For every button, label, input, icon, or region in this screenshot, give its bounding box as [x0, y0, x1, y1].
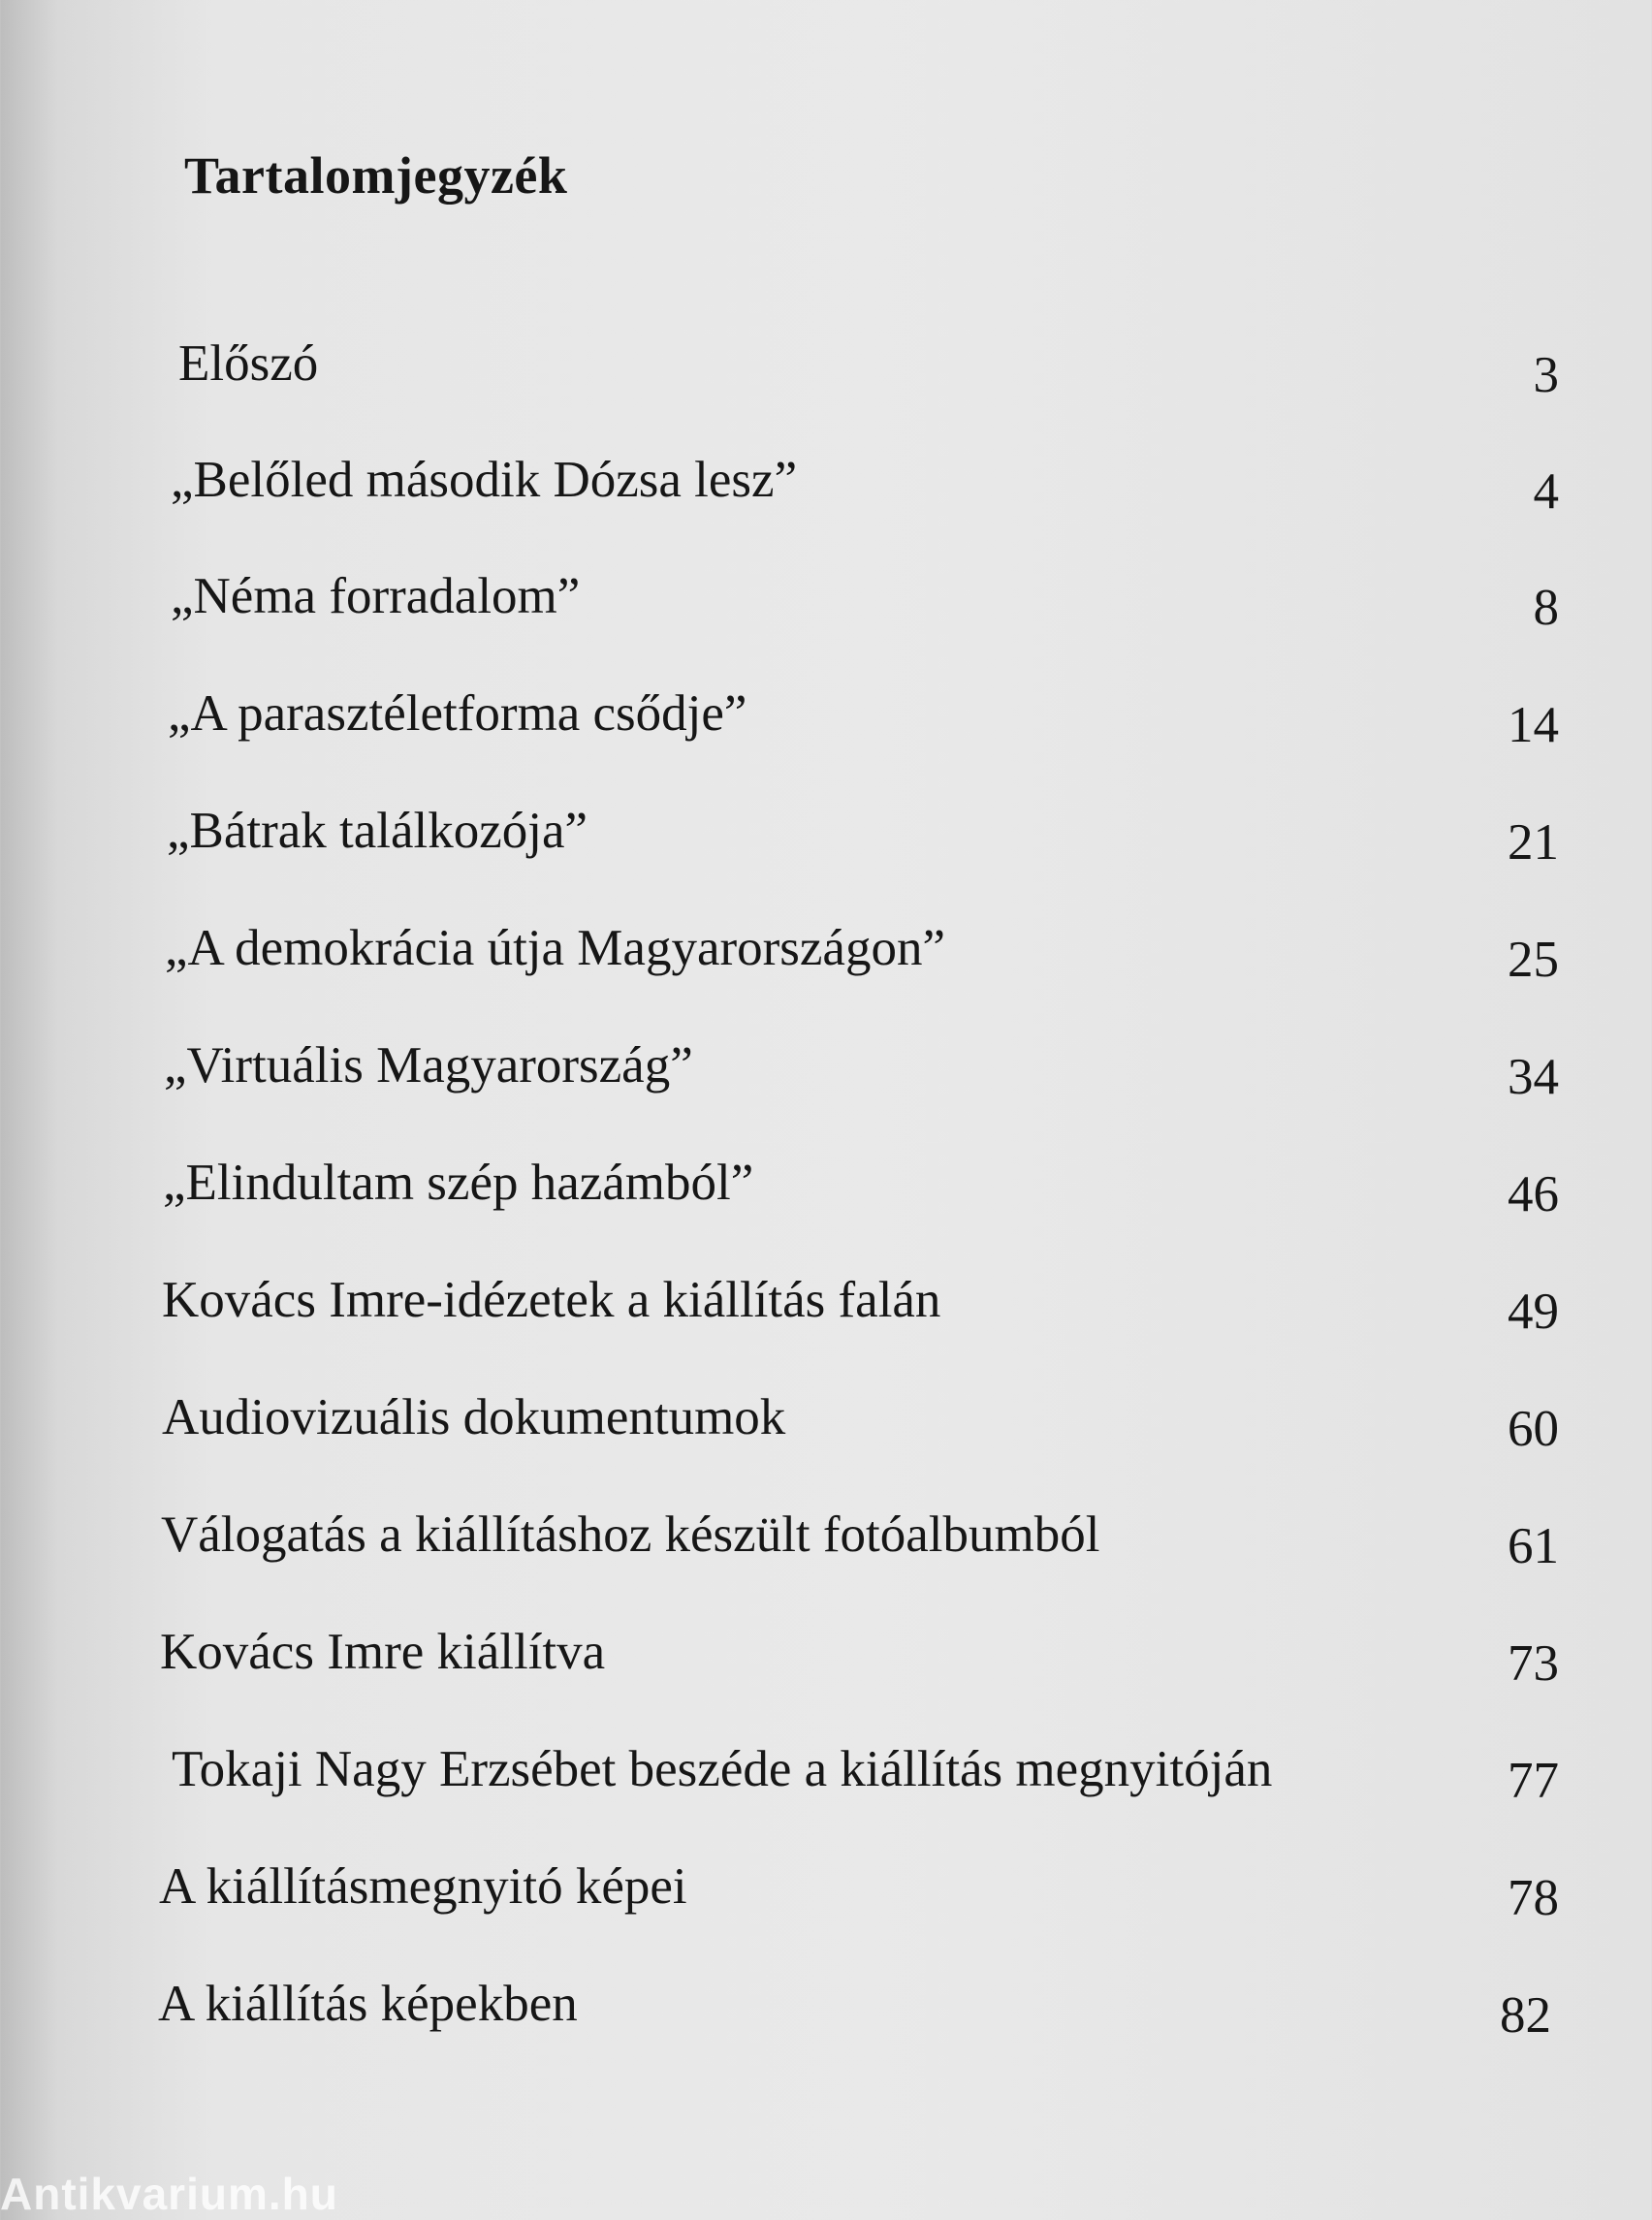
toc-entry-page: 60 [1508, 1401, 1559, 1457]
toc-entry [0, 1036, 1652, 1133]
toc-entry-page: 4 [1533, 463, 1559, 520]
toc-entry [0, 802, 1652, 899]
toc-entry-title: „Néma forradalom” [171, 568, 581, 624]
toc-entry [0, 567, 1652, 664]
toc-entry [0, 1623, 1652, 1720]
toc-entry-title: Tokaji Nagy Erzsébet beszéde a kiállítás megnyitóján [172, 1741, 1273, 1797]
toc-entry-page: 3 [1533, 347, 1559, 403]
toc-entry [0, 1271, 1652, 1368]
toc-entry-page: 14 [1508, 697, 1559, 753]
watermark: Antikvarium.hu [0, 2169, 338, 2219]
toc-entry [0, 1975, 1652, 2072]
toc-entry-title: „A parasztéletforma csődje” [168, 685, 747, 742]
toc-entry [0, 334, 1652, 431]
toc-entry-page: 25 [1508, 932, 1559, 988]
toc-entry-page: 8 [1533, 580, 1559, 636]
toc-entry [0, 684, 1652, 781]
toc-entry [0, 919, 1652, 1016]
toc-entry-title: A kiállításmegnyitó képei [159, 1858, 687, 1915]
toc-entry-page: 46 [1508, 1166, 1559, 1222]
toc-entry-title: Válogatás a kiállításhoz készült fotóalbumból [161, 1506, 1100, 1563]
toc-entry-title: „Belőled második Dózsa lesz” [171, 452, 798, 508]
toc-entry-title: Előszó [178, 335, 319, 392]
toc-entry [0, 1857, 1652, 1954]
toc-entry [0, 1740, 1652, 1837]
toc-entry-page: 61 [1508, 1518, 1559, 1574]
toc-entry-title: „Elindultam szép hazámból” [163, 1155, 754, 1211]
toc-entry-title: Audiovizuális dokumentumok [162, 1389, 786, 1445]
toc-entry-page: 34 [1508, 1049, 1559, 1105]
toc-entry-title: „A demokrácia útja Magyarországon” [165, 920, 945, 976]
toc-entry-title: A kiállítás képekben [158, 1976, 578, 2032]
toc-entry-title: „Bátrak találkozója” [167, 803, 588, 859]
toc-entry [0, 1506, 1652, 1602]
toc-entry-page: 73 [1508, 1635, 1559, 1692]
toc-entry-page: 78 [1508, 1870, 1559, 1926]
toc-entry-page: 49 [1508, 1284, 1559, 1340]
toc-entry-page: 77 [1508, 1753, 1559, 1809]
toc-entry-title: „Virtuális Magyarország” [164, 1037, 693, 1094]
toc-entry-page: 82 [1500, 1987, 1551, 2044]
toc-entry-title: Kovács Imre kiállítva [160, 1624, 606, 1680]
toc-entry [0, 1154, 1652, 1251]
toc-entry [0, 1388, 1652, 1485]
toc-heading: Tartalomjegyzék [184, 146, 568, 205]
toc-entry-page: 21 [1508, 814, 1559, 871]
toc-entry [0, 451, 1652, 548]
toc-entry-title: Kovács Imre-idézetek a kiállítás falán [162, 1272, 941, 1328]
